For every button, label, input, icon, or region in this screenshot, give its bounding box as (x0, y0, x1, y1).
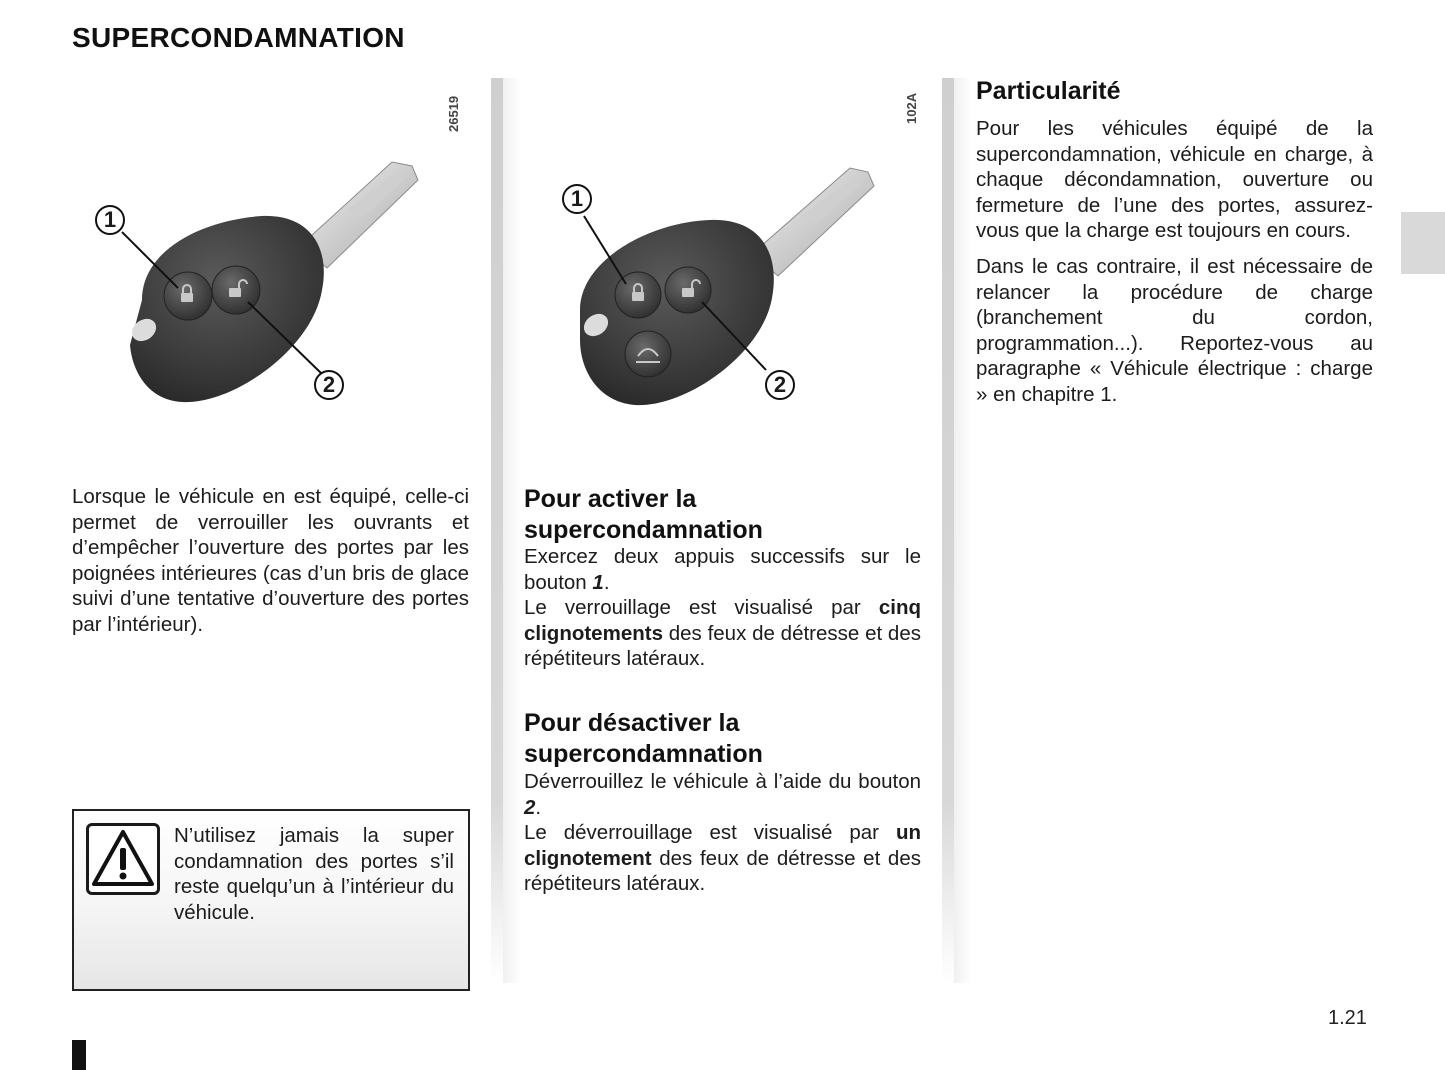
warning-triangle-icon (89, 826, 157, 892)
activate-body (524, 544, 921, 672)
activate-heading-line2: supercondamnation (524, 516, 763, 544)
activate-feedback (524, 595, 921, 672)
deactivate-heading-line1: Pour désactiver la (524, 709, 740, 737)
deactivate-feedback (524, 820, 921, 897)
deactivate-instruction-text: Déverrouillez le véhicule à l’aide du bouton (524, 770, 921, 793)
page-title: SUPERCONDAMNATION (72, 22, 405, 53)
three-button-key-fob-icon (540, 150, 930, 430)
activate-instruction (524, 544, 921, 595)
warning-box (72, 809, 470, 991)
deactivate-heading (524, 708, 924, 770)
deactivate-body (524, 769, 921, 897)
deactivate-heading-line2: supercondamnation (524, 740, 763, 768)
button-ref-1: 1 (592, 570, 604, 594)
column-shade-right (954, 78, 972, 983)
figure-code-right: 102A (904, 92, 919, 124)
activate-heading-line1: Pour activer la (524, 485, 697, 513)
activate-instruction-end: . (603, 570, 610, 594)
warning-icon-frame (86, 823, 160, 895)
intro-text: Lorsque le véhicule en est équipé, celle-ci permet de verrouiller les ouvrants et d’empêcher l’ouverture des portes par les poignées intérieures (cas d’un bris de glace suivi d’une tentative d’ouverture des portes par l’intérieur). (72, 485, 469, 636)
warning-text: N’utilisez jamais la super condamnation des portes s’il reste quelqu’un à l’intérieur du véhicule. (174, 824, 454, 924)
deactivate-feedback-bold: un clignotement (524, 821, 921, 870)
particularite-paragraph-2: Dans le cas contraire, il est nécessaire de relancer la procédure de charge (branchement du cordon, programmation...). Reportez-vous au paragraphe « Véhicule électrique : charge » en chapitre 1. (976, 254, 1373, 406)
two-button-key-fob-icon (72, 140, 482, 430)
activate-feedback-text: Le verrouillage est visualisé par (524, 596, 879, 620)
deactivate-feedback-end: des feux de détresse et des répétiteurs latéraux. (524, 846, 921, 896)
particularite-body (976, 116, 1373, 408)
callout-2-left: 2 (314, 370, 344, 400)
activate-heading (524, 484, 924, 546)
callout-2-right: 2 (765, 370, 795, 400)
page-number: 1.21 (1328, 1007, 1367, 1029)
callout-1-right: 1 (562, 184, 592, 214)
corner-mark (72, 1040, 86, 1070)
deactivate-instruction (524, 769, 921, 820)
deactivate-feedback-text: Le déverrouillage est visualisé par (524, 821, 896, 845)
button-ref-2: 2 (524, 795, 536, 819)
callout-1-left: 1 (95, 205, 125, 235)
chapter-tab (1401, 212, 1445, 274)
column-divider-left (491, 78, 503, 983)
particularite-paragraph-1: Pour les véhicules équipé de la supercondamnation, véhicule en charge, à chaque décondamnation, ouverture ou fermeture de l’une des portes, assurez-vous que la charge est toujours en cours. (976, 117, 1373, 243)
deactivate-instruction-end: . (535, 795, 542, 819)
activate-feedback-bold: cinq clignotements (524, 596, 921, 645)
activate-feedback-end: des feux de détresse et des répétiteurs latéraux. (524, 621, 921, 671)
figure-code-left: 26519 (446, 95, 461, 132)
column-divider-right (942, 78, 954, 983)
activate-instruction-text: Exercez deux appuis successifs sur le bouton (524, 545, 921, 594)
column-shade-left (503, 78, 521, 983)
intro-paragraph (72, 484, 469, 638)
particularite-heading: Particularité (976, 77, 1121, 105)
